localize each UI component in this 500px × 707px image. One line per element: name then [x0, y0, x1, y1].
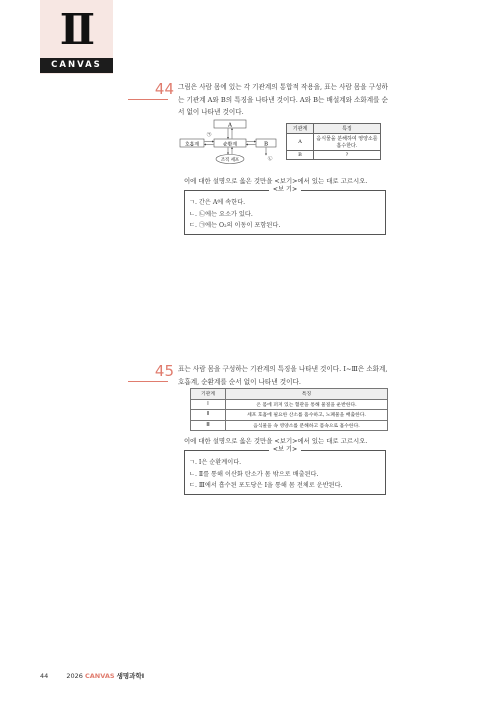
- table-cell: 온 몸에 퍼져 있는 혈관을 통해 물질을 운반한다.: [226, 399, 388, 410]
- table-header-cell: 특징: [314, 124, 381, 134]
- footer-year: 2026: [66, 672, 83, 680]
- table-header-cell: 기관계: [191, 389, 226, 400]
- page-footer: [40, 671, 144, 680]
- question-45-instruction: 이에 대한 설명으로 옳은 것만을 <보기>에서 있는 대로 고르시오.: [184, 437, 368, 445]
- table-cell: 음식물을 분해하여 영양소를 흡수한다.: [314, 134, 381, 151]
- choice-item: ㄱ. 간은 A에 속한다.: [189, 199, 246, 206]
- diagram-oval-tissue-cell: [216, 155, 244, 164]
- choices-box-title: <보 기>: [269, 446, 301, 453]
- choice-item: ㄷ. ㉠에는 O₂의 이동이 포함된다.: [189, 222, 281, 229]
- question-44-table: [286, 123, 381, 160]
- question-44-underline: [128, 99, 168, 100]
- table-header-cell: 특징: [226, 389, 388, 400]
- diagram-box-circulatory-label: 순환계: [223, 142, 237, 148]
- table-cell: Ⅰ: [191, 399, 226, 410]
- table-row: [191, 399, 388, 410]
- diagram-box-respiratory-label: 호흡계: [185, 142, 199, 148]
- chapter-numeral: Ⅱ: [59, 5, 94, 54]
- footer-brand: CANVAS: [84, 672, 115, 680]
- table-row: [191, 420, 388, 431]
- diagram-box-b-label: B: [263, 141, 269, 148]
- table-row: [287, 151, 381, 160]
- table-header-cell: 기관계: [287, 124, 314, 134]
- diagram-box-a: [214, 120, 246, 129]
- choice-item: ㄴ. Ⅱ를 통해 이산화 탄소가 몸 밖으로 배출된다.: [189, 470, 319, 478]
- diagram-box-circulatory: [214, 139, 246, 147]
- question-44-text: [178, 81, 390, 119]
- chapter-label: CANVAS: [40, 58, 113, 73]
- table-cell: A: [287, 134, 314, 151]
- table-cell: Ⅲ: [191, 420, 226, 431]
- table-cell: 음식물을 속 영양소를 분해하고 몸속으로 흡수한다.: [226, 420, 388, 431]
- choice-item: ㄴ. ㉡에는 요소가 있다.: [189, 210, 253, 218]
- question-45-text: [178, 363, 392, 388]
- choice-item: ㄱ. Ⅰ은 순환계이다.: [189, 459, 242, 466]
- table-row: [287, 134, 381, 151]
- footer-subject: 생명과학Ⅰ: [116, 672, 145, 680]
- diagram-oval-label: 조직 세포: [220, 157, 240, 163]
- choice-item: ㄷ. Ⅲ에서 흡수된 포도당은 Ⅰ을 통해 몸 전체로 운반된다.: [189, 482, 343, 489]
- question-45-stem: 표는 사람 몸을 구성하는 기관계의 특징을 나타낸 것이다. Ⅰ~Ⅲ은 소화계, 호흡계, 순환계를 순서 없이 나타낸 것이다.: [178, 365, 388, 386]
- table-cell: ?: [314, 151, 381, 160]
- question-45-underline: [128, 381, 168, 382]
- question-45-table: [190, 388, 388, 431]
- table-cell: 세포 호흡에 필요한 산소를 흡수하고, 노폐물을 배출한다.: [226, 410, 388, 421]
- question-44-instruction: 이에 대한 설명으로 옳은 것만을 <보기>에서 있는 대로 고르시오.: [184, 177, 368, 185]
- table-cell: B: [287, 151, 314, 160]
- table-row: [191, 410, 388, 421]
- diagram-box-a-label: A: [228, 122, 232, 129]
- question-44-stem: 그림은 사람 몸에 있는 각 기관계의 통합적 작용을, 표는 사람 몸을 구성하는 기관계 A와 B의 특징을 나타낸 것이다. A와 B는 배설계와 소화계를 순서 없이 나타낸 것이다.: [178, 83, 388, 116]
- diagram-label-b: ㉡: [267, 157, 273, 162]
- organ-system-diagram: [176, 116, 282, 166]
- diagram-box-b: [256, 139, 276, 147]
- question-45-choices-box: [184, 446, 386, 495]
- page-number: 44: [40, 672, 49, 680]
- question-44-choices-box: [184, 186, 386, 235]
- question-number-45: 45: [154, 362, 174, 380]
- table-header-row: [287, 124, 381, 134]
- choices-box-title: <보 기>: [269, 186, 301, 193]
- table-header-row: [191, 389, 388, 400]
- diagram-box-respiratory: [180, 139, 204, 147]
- table-cell: Ⅱ: [191, 410, 226, 421]
- diagram-label-a: ㉠: [206, 133, 212, 138]
- question-number-44: 44: [154, 80, 174, 98]
